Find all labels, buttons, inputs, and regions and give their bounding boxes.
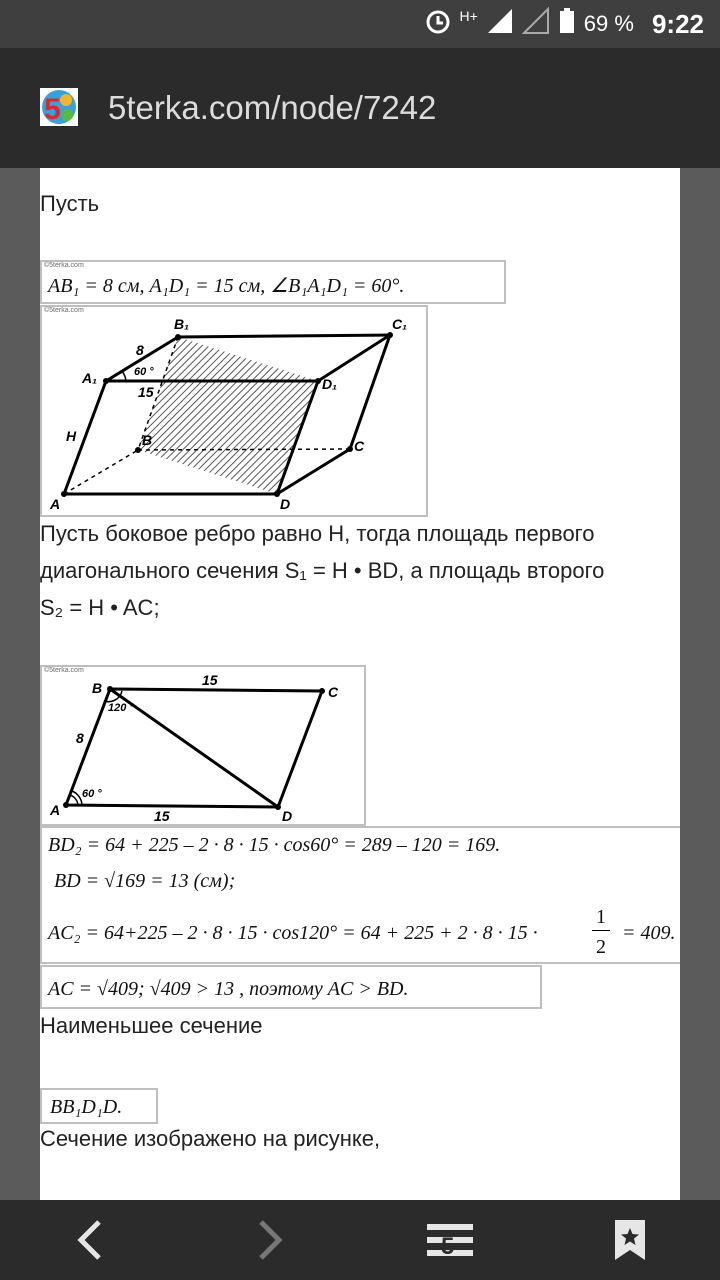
- label-b: B: [92, 680, 103, 696]
- formula-diagonals: [40, 826, 680, 964]
- label-a: A: [50, 802, 61, 818]
- fraction-numerator: 1: [596, 906, 606, 928]
- paragraph-sections-line2: диагонального сечения S₁ = H • BD, а площадь второго: [40, 558, 605, 583]
- label-c1: C₁: [392, 316, 408, 332]
- paragraph-sections-line1: Пусть боковое ребро равно H, тогда площадь первого: [40, 521, 595, 546]
- chevron-right-icon: [255, 1218, 285, 1262]
- label-angle-b: 120 °: [108, 702, 134, 714]
- text-section-figure: Сечение изображено на рисунке,: [40, 1126, 381, 1151]
- text-let: Пусть: [40, 191, 100, 216]
- formula-bd-squared: BD₂ = 64 + 225 – 2 · 8 · 15 · cos60° = 289 – 120 = 169.: [48, 834, 501, 856]
- bookmark-button[interactable]: [580, 1200, 680, 1280]
- figure-base-parallelogram: [40, 665, 366, 826]
- diagonal-bd: [110, 689, 278, 807]
- label-a: A: [50, 496, 61, 512]
- web-page: [40, 168, 680, 1200]
- forward-button[interactable]: [220, 1200, 320, 1280]
- formula-section-name-text: BB₁D₁D.: [50, 1096, 123, 1118]
- edge-cc1: [350, 335, 390, 449]
- back-button[interactable]: [40, 1200, 140, 1280]
- status-bar: [0, 0, 720, 48]
- chevron-left-icon: [75, 1218, 105, 1262]
- network-type: H+: [459, 8, 478, 24]
- bookmark-star-icon: [613, 1218, 647, 1262]
- alarm-icon: [424, 7, 452, 42]
- watermark: ©5terka.com: [44, 307, 84, 314]
- signal-icon: [486, 7, 514, 42]
- label-d: D: [280, 496, 291, 512]
- site-menu-button[interactable]: [400, 1200, 500, 1280]
- edge-c1d1: [318, 335, 390, 381]
- label-angle-a: 60 °: [82, 788, 102, 800]
- section-hatched: [138, 337, 318, 494]
- wifi-signal-icon: [522, 7, 550, 42]
- formula-comparison-text: AC = √409; √409 > 13 , поэтому AC > BD.: [48, 978, 409, 1000]
- label-b: B: [142, 432, 153, 448]
- formula-given-text: AB₁ = 8 см, A₁D₁ = 15 см, ∠B₁A₁D₁ = 60°.: [48, 275, 405, 297]
- site-logo-text: 5: [44, 93, 61, 126]
- label-b1: B₁: [174, 316, 190, 332]
- site-logo-icon: [40, 88, 78, 126]
- label-c: C: [354, 438, 365, 454]
- nav-logo-text: 5: [441, 1233, 455, 1260]
- formula-section-name: [40, 1088, 158, 1124]
- label-d1: D₁: [322, 376, 338, 392]
- label-a1: A₁: [82, 370, 98, 386]
- label-height: H: [66, 428, 77, 444]
- battery-icon: [558, 7, 576, 42]
- label-ad1-length: 15: [138, 384, 154, 400]
- formula-bd: BD = √169 = 13 (см);: [54, 870, 236, 892]
- fraction-denominator: 2: [596, 936, 606, 958]
- label-d: D: [282, 808, 293, 824]
- label-ab1-length: 8: [136, 342, 144, 358]
- battery-percent: 69 %: [583, 11, 634, 36]
- formula-ac-result: = 409.: [622, 922, 676, 944]
- edge-ab-hidden: [64, 450, 138, 494]
- watermark: ©5terka.com: [44, 667, 84, 674]
- clock: 9:22: [651, 8, 704, 39]
- formula-given: [40, 260, 506, 304]
- figure-parallelepiped: [40, 305, 428, 517]
- label-ad-length: 15: [154, 808, 170, 824]
- label-ab-length: 8: [76, 730, 84, 746]
- label-bc-length: 15: [202, 672, 218, 688]
- label-c: C: [328, 684, 339, 700]
- edge-b1c1: [178, 335, 390, 337]
- text-smallest-section: Наименьшее сечение: [40, 1013, 263, 1038]
- address-bar[interactable]: 5terka.com/node/7242: [108, 89, 437, 126]
- formula-ac-squared: AC₂ = 64+225 – 2 · 8 · 15 · cos120° = 64 + 225 + 2 · 8 · 15 ·: [48, 922, 538, 944]
- bottom-navigation: [0, 1200, 720, 1280]
- site-logo-menu-icon: [423, 1218, 477, 1262]
- watermark: ©5terka.com: [44, 262, 84, 269]
- formula-comparison: [40, 965, 542, 1009]
- paragraph-sections-line3: S₂ = H • AC;: [40, 595, 160, 620]
- browser-toolbar: [0, 48, 720, 168]
- label-angle: 60 °: [134, 366, 154, 378]
